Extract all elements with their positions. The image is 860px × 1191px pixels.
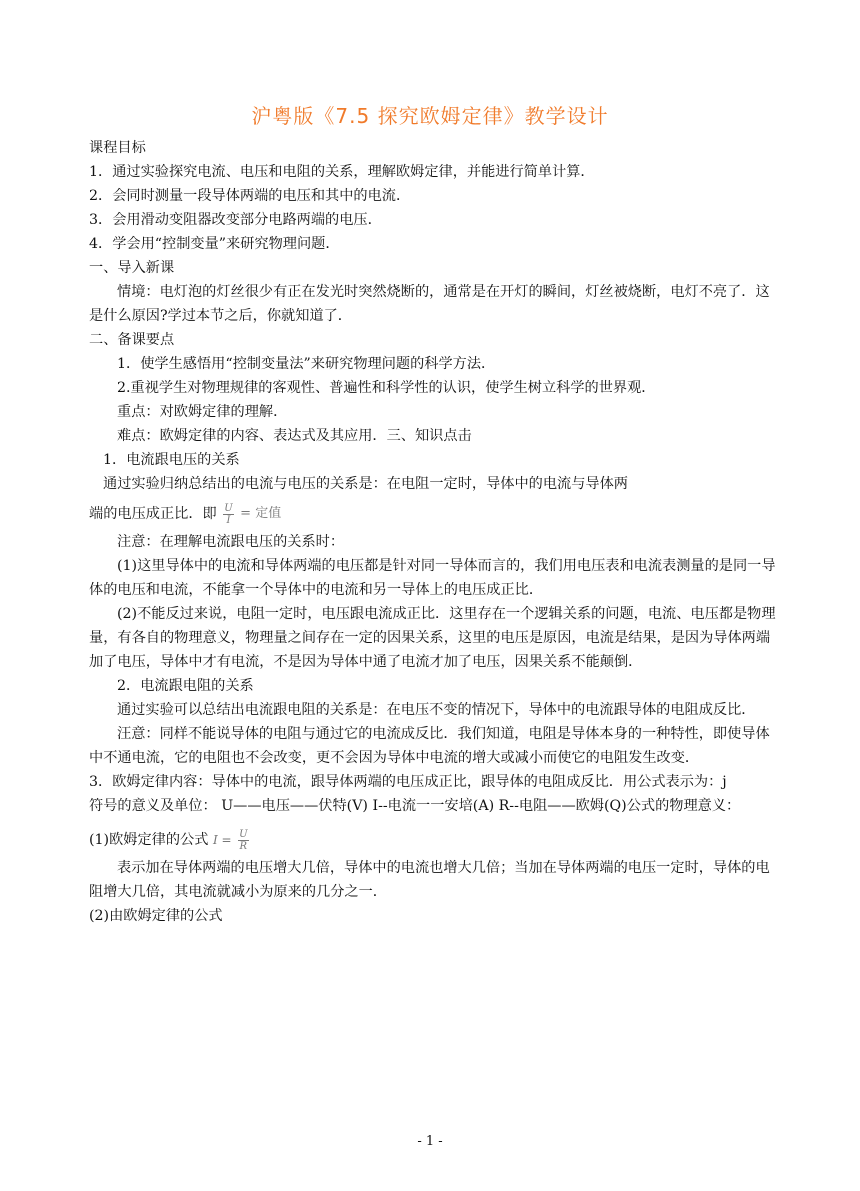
formula-denominator: I (226, 514, 231, 526)
section-heading: 二、备课要点 (89, 332, 175, 348)
paragraph: 3．欧姆定律内容：导体中的电流，跟导体两端的电压成正比，跟导体的电阻成反比．用公式表示为：j (89, 774, 727, 790)
goal-item: 2．会同时测量一段导体两端的电压和其中的电流． (89, 188, 411, 204)
formula-rhs: = 定值 (240, 506, 282, 521)
formula-numerator: U (239, 828, 248, 840)
formula-fraction (238, 829, 248, 852)
paragraph: 情境：电灯泡的灯丝很少有正在发光时突然烧断的，通常是在开灯的瞬间，灯丝被烧断，电灯不亮了．这是什么原因?学过本节之后，你就知道了． (89, 284, 770, 324)
subsection-heading: 1．电流跟电压的关系 (103, 452, 240, 468)
paragraph: (2)由欧姆定律的公式 (89, 908, 223, 924)
paragraph: 重点：对欧姆定律的理解． (117, 404, 288, 420)
paragraph: 注意：在理解电流跟电压的关系时： (117, 534, 345, 550)
formula-fraction (223, 503, 233, 526)
paragraph: 表示加在导体两端的电压增大几倍，导体中的电流也增大几倍；当加在导体两端的电压一定时，导体的电阻增大几倍，其电流就减小为原来的几分之一． (89, 860, 770, 900)
paragraph-with-formula (89, 502, 779, 526)
formula-numerator: U (224, 502, 233, 514)
paragraph: 1．使学生感悟用“控制变量法”来研究物理问题的科学方法． (117, 356, 496, 372)
paragraph: (2)不能反过来说，电阻一定时，电压跟电流成正比．这里存在一个逻辑关系的问题，电流、电压都是物理量，有各自的物理意义，物理量之间存在一定的因果关系，这里的电压是原因，电流是结果，是因为导体两端加了电压，导体中才有电流，不是因为导体中通了电流才加了电压，因果关系不能颠倒． (89, 606, 776, 670)
paragraph-text: (1)欧姆定律的公式 (89, 832, 209, 848)
paragraph: 2.重视学生对物理规律的客观性、普遍性和科学性的认识，使学生树立科学的世界观． (117, 380, 656, 396)
goal-item: 3．会用滑动变阻器改变部分电路两端的电压． (89, 212, 382, 228)
page-number: - 1 - (417, 1134, 443, 1149)
paragraph: 汪意：同样不能说导体的电阻与通过它的电流成反比．我们知道，电阻是导体本身的一种特性，即使导体中不通电流，它的电阻也不会改变，更不会因为导体中电流的增大或减小而使它的电阻发生改变． (89, 726, 770, 766)
formula-denominator: R (239, 840, 248, 852)
document-body (89, 136, 779, 928)
paragraph: 通过实验归纳总结出的电流与电压的关系是：在电阻一定时，导体中的电流与导体两 (103, 476, 628, 492)
paragraph: 难点：欧姆定律的内容、表达式及其应用．三、知识点击 (117, 428, 472, 444)
section-heading: 课程目标 (89, 140, 146, 156)
paragraph: 符号的意义及单位： U——电压——伏特(V) I--电流一一安培(A) R--电阻——欧姆(Q)公式的物理意义： (89, 798, 741, 814)
paragraph-text: 端的电压成正比．即 (89, 506, 217, 522)
document-title: 沪粤版《7.5 探究欧姆定律》教学设计 (251, 104, 609, 128)
section-heading: 一、导入新课 (89, 260, 175, 276)
subsection-heading: 2．电流跟电阻的关系 (117, 678, 254, 694)
goal-item: 1．通过实验探究电流、电压和电阻的关系，理解欧姆定律，并能进行简单计算． (89, 164, 595, 180)
paragraph: (1)这里导体中的电流和导体两端的电压都是针对同一导体而言的，我们用电压表和电流表测量的是同一导体的电压和电流，不能拿一个导体中的电流和另一导体上的电压成正比． (89, 558, 776, 598)
formula-lhs: I = (212, 833, 232, 847)
paragraph: 通过实验可以总结出电流跟电阻的关系是：在电压不变的情况下，导体中的电流跟导体的电阻成反比． (117, 702, 756, 718)
goal-item: 4．学会用“控制变量”来研究物理问题． (89, 236, 340, 252)
paragraph-with-formula (89, 828, 779, 852)
